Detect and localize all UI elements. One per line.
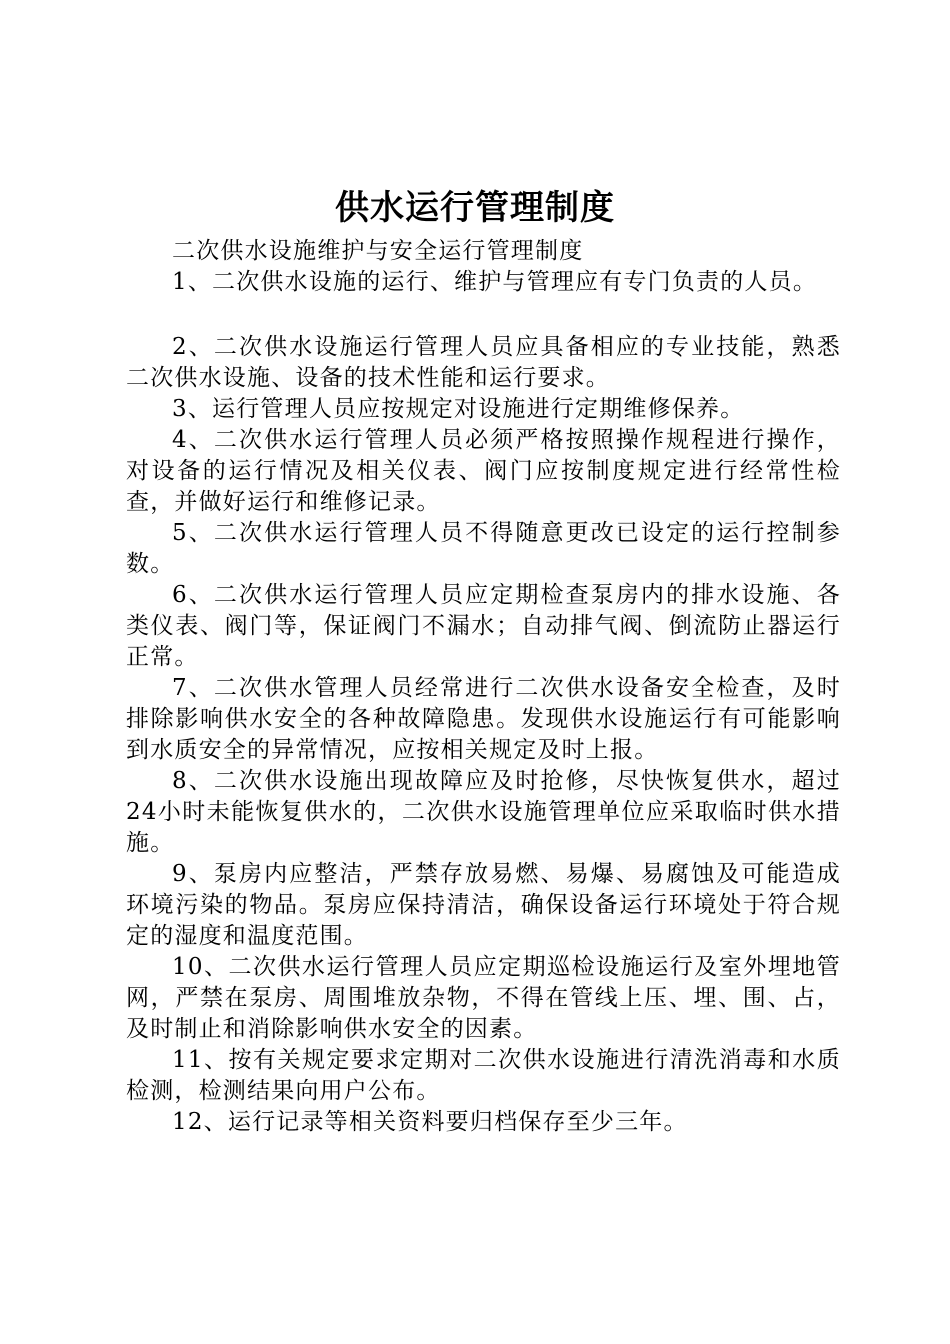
clause-12: 12、运行记录等相关资料要归档保存至少三年。 (172, 1109, 688, 1135)
clause-7: 7、二次供水管理人员经常进行二次供水设备安全检查，及时排除影响供水安全的各种故障隐患。发现供水设施运行有可能影响到水质安全的异常情况，应按相关规定及时上报。 (126, 675, 841, 763)
clause-5: 5、二次供水运行管理人员不得随意更改已设定的运行控制参数。 (126, 520, 841, 577)
clause-8: 8、二次供水设施出现故障应及时抢修，尽快恢复供水，超过24小时未能恢复供水的，二次供水设施管理单位应采取临时供水措施。 (126, 768, 841, 856)
subtitle-paragraph: 二次供水设施维护与安全运行管理制度 (172, 238, 584, 264)
clause-3: 3、运行管理人员应按规定对设施进行定期维修保养。 (172, 396, 745, 422)
clause-9: 9、泵房内应整洁，严禁存放易燃、易爆、易腐蚀及可能造成环境污染的物品。泵房应保持清洁，确保设备运行环境处于符合规定的湿度和温度范围。 (126, 861, 841, 949)
clause-4: 4、二次供水运行管理人员必须严格按照操作规程进行操作，对设备的运行情况及相关仪表、阀门应按制度规定进行经常性检查，并做好运行和维修记录。 (126, 427, 841, 515)
clause-11: 11、按有关规定要求定期对二次供水设施进行清洗消毒和水质检测，检测结果向用户公布。 (126, 1047, 841, 1104)
clause-2: 2、二次供水设施运行管理人员应具备相应的专业技能，熟悉二次供水设施、设备的技术性能和运行要求。 (126, 334, 841, 391)
clause-10: 10、二次供水运行管理人员应定期巡检设施运行及室外埋地管网，严禁在泵房、周围堆放杂物，不得在管线上压、埋、围、占，及时制止和消除影响供水安全的因素。 (126, 954, 841, 1042)
clause-6: 6、二次供水运行管理人员应定期检查泵房内的排水设施、各类仪表、阀门等，保证阀门不漏水；自动排气阀、倒流防止器运行正常。 (126, 582, 841, 670)
document-body (126, 236, 841, 1138)
clause-1: 1、二次供水设施的运行、维护与管理应有专门负责的人员。 (172, 269, 818, 295)
document-title: 供水运行管理制度 (335, 188, 615, 228)
paragraph-gap (126, 298, 841, 332)
